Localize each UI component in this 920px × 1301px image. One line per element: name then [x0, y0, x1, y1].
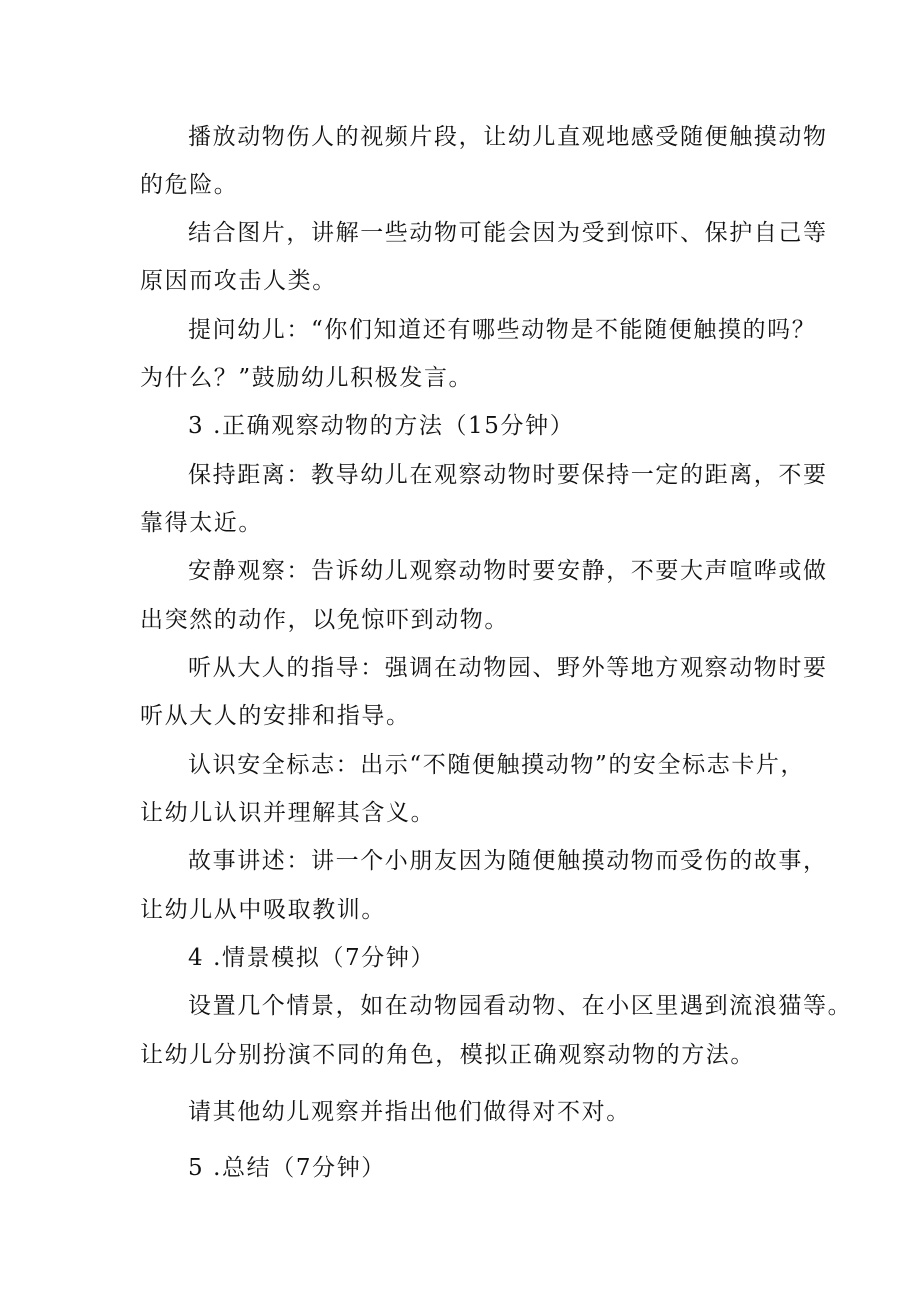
paragraph-pictures-line-2: 原因而攻击人类。 — [140, 268, 337, 294]
paragraph-signs-line-2: 让幼儿认识并理解其含义。 — [140, 800, 436, 826]
paragraph-distance-line-2: 靠得太近。 — [140, 510, 263, 536]
paragraph-guidance-line-1: 听从大人的指导：强调在动物园、野外等地方观察动物时要 — [188, 655, 828, 681]
paragraph-video-line-2: 的危险。 — [140, 172, 239, 198]
paragraph-observe-line-1: 请其他幼儿观察并指出他们做得对不对。 — [188, 1099, 631, 1125]
paragraph-signs-line-1: 认识安全标志：出示“不随便触摸动物”的安全标志卡片， — [188, 752, 806, 778]
paragraph-pictures-line-1: 结合图片，讲解一些动物可能会因为受到惊吓、保护自己等 — [188, 220, 828, 246]
paragraph-question-line-2: 为什么？”鼓励幼儿积极发言。 — [140, 365, 474, 391]
paragraph-quiet-line-1: 安静观察：告诉幼儿观察动物时要安静，不要大声喧哗或做 — [188, 558, 828, 584]
paragraph-question-line-1: 提问幼儿：“你们知道还有哪些动物是不能随便触摸的吗？ — [188, 317, 817, 343]
section-heading-4: 4 .情景模拟（7分钟） — [188, 945, 436, 971]
paragraph-scenario-line-2: 让幼儿分别扮演不同的角色，模拟正确观察动物的方法。 — [140, 1042, 755, 1068]
paragraph-guidance-line-2: 听从大人的安排和指导。 — [140, 703, 411, 729]
paragraph-story-line-1: 故事讲述：讲一个小朋友因为随便触摸动物而受伤的故事， — [188, 848, 828, 874]
paragraph-video-line-1: 播放动物伤人的视频片段，让幼儿直观地感受随便触摸动物 — [188, 124, 828, 150]
paragraph-scenario-line-1: 设置几个情景，如在动物园看动物、在小区里遇到流浪猫等。 — [188, 993, 853, 1019]
paragraph-story-line-2: 让幼儿从中吸取教训。 — [140, 897, 386, 923]
paragraph-quiet-line-2: 出突然的动作，以免惊吓到动物。 — [140, 607, 509, 633]
section-heading-5: 5 .总结（7分钟） — [188, 1155, 386, 1181]
section-heading-3: 3 .正确观察动物的方法（15分钟） — [188, 413, 575, 439]
paragraph-distance-line-1: 保持距离：教导幼儿在观察动物时要保持一定的距离，不要 — [188, 462, 828, 488]
